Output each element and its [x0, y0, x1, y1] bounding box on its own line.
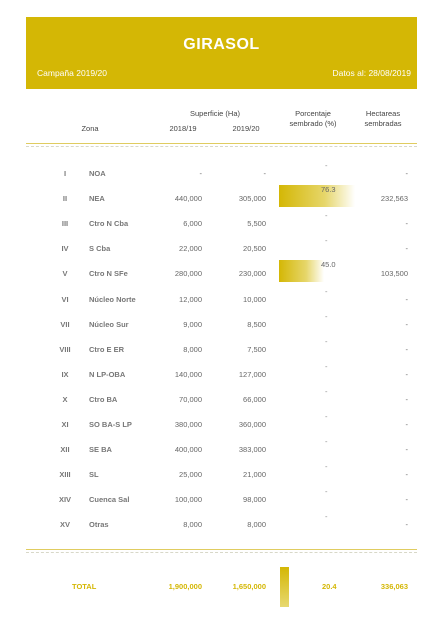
percent-bar — [279, 260, 324, 282]
table-row — [26, 185, 417, 208]
surface-2019-20: 383,000 — [238, 445, 266, 455]
hectares-sown: - — [405, 369, 408, 379]
total-row — [26, 577, 417, 597]
zone-name: Otras — [89, 520, 109, 530]
percent-value: - — [325, 412, 328, 421]
total-label: TOTAL — [72, 582, 97, 591]
surface-2019-20: 21,000 — [243, 470, 266, 480]
surface-2019-20: 20,500 — [243, 244, 266, 254]
zone-number: XI — [61, 420, 69, 429]
table-row — [26, 437, 417, 459]
zone-number: V — [62, 269, 68, 279]
zone-name: Ctro BA — [89, 394, 118, 404]
zone-number: IX — [61, 369, 69, 379]
header-divider-dashed — [26, 146, 417, 147]
total-pct: 20.4 — [322, 582, 337, 591]
zone-number: XIII — [59, 470, 71, 480]
surface-2018-19: 6,000 — [183, 219, 202, 229]
surface-2019-20: 98,000 — [243, 495, 266, 505]
column-header-zona: Zona — [81, 124, 99, 133]
hectares-sown: - — [405, 344, 408, 354]
zone-number: XII — [60, 445, 70, 455]
column-header-superficie: Superficie (Ha) — [189, 109, 241, 118]
surface-2019-20: 66,000 — [243, 394, 266, 404]
zone-name: SO BA-S LP — [89, 420, 132, 429]
surface-2019-20: 10,000 — [243, 294, 266, 304]
table-row — [26, 236, 417, 258]
total-percent-bar — [280, 567, 289, 607]
zone-number: X — [62, 394, 68, 404]
zone-name: Ctro N SFe — [89, 269, 128, 279]
zone-number: IV — [61, 244, 69, 254]
percent-value: 45.0 — [321, 260, 336, 270]
surface-2019-20: 360,000 — [238, 420, 266, 429]
hectares-sown: - — [405, 445, 408, 455]
table-row — [26, 462, 417, 484]
table-row — [26, 386, 417, 409]
percent-value: - — [325, 211, 328, 221]
surface-2018-19: 22,000 — [179, 244, 202, 254]
surface-2019-20: 8,500 — [247, 319, 266, 329]
zone-number: III — [61, 219, 69, 229]
percent-value: - — [325, 236, 328, 246]
hectares-sown: - — [405, 420, 408, 429]
hectares-sown: - — [405, 520, 408, 530]
zone-number: VII — [60, 319, 70, 329]
zone-name: N LP-OBA — [89, 369, 126, 379]
percent-value: - — [325, 386, 328, 396]
total-s1: 1,900,000 — [168, 582, 202, 591]
percent-value: - — [325, 437, 328, 447]
zone-name: NEA — [89, 194, 105, 204]
percent-value: - — [325, 311, 328, 321]
surface-2019-20: 5,500 — [247, 219, 266, 229]
surface-2018-19: 400,000 — [174, 445, 202, 455]
percent-value: - — [325, 487, 328, 497]
zone-name: S Cba — [89, 244, 111, 254]
column-header-porcentaje: Porcentaje sembrado (%) — [289, 109, 337, 128]
table-row — [26, 487, 417, 509]
surface-2018-19: 9,000 — [183, 319, 202, 329]
table-row — [26, 311, 417, 334]
zone-number: VIII — [59, 344, 71, 354]
zone-number: II — [62, 194, 68, 204]
column-header-2019-20: 2019/20 — [232, 124, 260, 133]
hectares-sown: 103,500 — [380, 269, 408, 279]
hectares-sown: - — [405, 219, 408, 229]
table-row — [26, 260, 417, 283]
table-row — [26, 361, 417, 384]
header-divider — [26, 143, 417, 144]
zone-name: Ctro E ER — [89, 344, 125, 354]
surface-2018-19: 280,000 — [174, 269, 202, 279]
zone-number: XIV — [58, 495, 72, 505]
surface-2018-19: 8,000 — [183, 520, 202, 530]
surface-2019-20: 7,500 — [247, 344, 266, 354]
percent-value: - — [325, 161, 328, 170]
percent-value: 76.3 — [321, 185, 336, 195]
zone-name: Núcleo Norte — [89, 294, 136, 304]
page-title: GIRASOL — [183, 36, 260, 53]
hectares-sown: - — [405, 495, 408, 505]
total-s2: 1,650,000 — [232, 582, 266, 591]
table-row — [26, 412, 417, 434]
percent-value: - — [325, 336, 328, 346]
percent-value: - — [325, 512, 328, 522]
hectares-sown: - — [405, 470, 408, 480]
column-header-hectareas: Hectareas sembradas — [364, 109, 402, 128]
total-divider-dashed — [26, 552, 417, 553]
zone-name: Núcleo Sur — [89, 319, 129, 329]
percent-value: - — [325, 286, 328, 296]
zone-name: NOA — [89, 169, 106, 178]
surface-2018-19: 440,000 — [174, 194, 202, 204]
hectares-sown: 232,563 — [380, 194, 408, 204]
title-banner — [26, 17, 417, 89]
total-divider — [26, 549, 417, 550]
percent-value: - — [325, 462, 328, 472]
table-row — [26, 211, 417, 233]
hectares-sown: - — [405, 319, 408, 329]
zone-name: Cuenca Sal — [89, 495, 130, 505]
hectares-sown: - — [405, 169, 408, 178]
data-date-label: Datos al: 28/08/2019 — [332, 68, 411, 78]
surface-2018-19: 140,000 — [174, 369, 202, 379]
total-ha: 336,063 — [380, 582, 408, 591]
surface-2019-20: 305,000 — [238, 194, 266, 204]
surface-2019-20: 230,000 — [238, 269, 266, 279]
surface-2019-20: - — [263, 169, 266, 178]
hectares-sown: - — [405, 294, 408, 304]
surface-2018-19: 100,000 — [174, 495, 202, 505]
zone-number: VI — [61, 294, 69, 304]
surface-2018-19: 380,000 — [174, 420, 202, 429]
surface-2018-19: 70,000 — [179, 394, 202, 404]
zone-number: XV — [59, 520, 70, 530]
zone-number: I — [63, 169, 67, 178]
table-row — [26, 512, 417, 534]
table-row — [26, 286, 417, 309]
surface-2019-20: 8,000 — [247, 520, 266, 530]
campaign-label: Campaña 2019/20 — [37, 68, 107, 78]
surface-2019-20: 127,000 — [238, 369, 266, 379]
percent-value: - — [325, 361, 328, 371]
column-header-2018-19: 2018/19 — [169, 124, 197, 133]
table-row — [26, 336, 417, 359]
surface-2018-19: 12,000 — [179, 294, 202, 304]
hectares-sown: - — [405, 244, 408, 254]
surface-2018-19: 8,000 — [183, 344, 202, 354]
table-row — [26, 161, 417, 183]
percent-bar — [279, 185, 355, 207]
zone-name: SE BA — [89, 445, 112, 455]
hectares-sown: - — [405, 394, 408, 404]
surface-2018-19: 25,000 — [179, 470, 202, 480]
zone-name: Ctro N Cba — [89, 219, 129, 229]
zone-name: SL — [89, 470, 99, 480]
surface-2018-19: - — [199, 169, 202, 178]
